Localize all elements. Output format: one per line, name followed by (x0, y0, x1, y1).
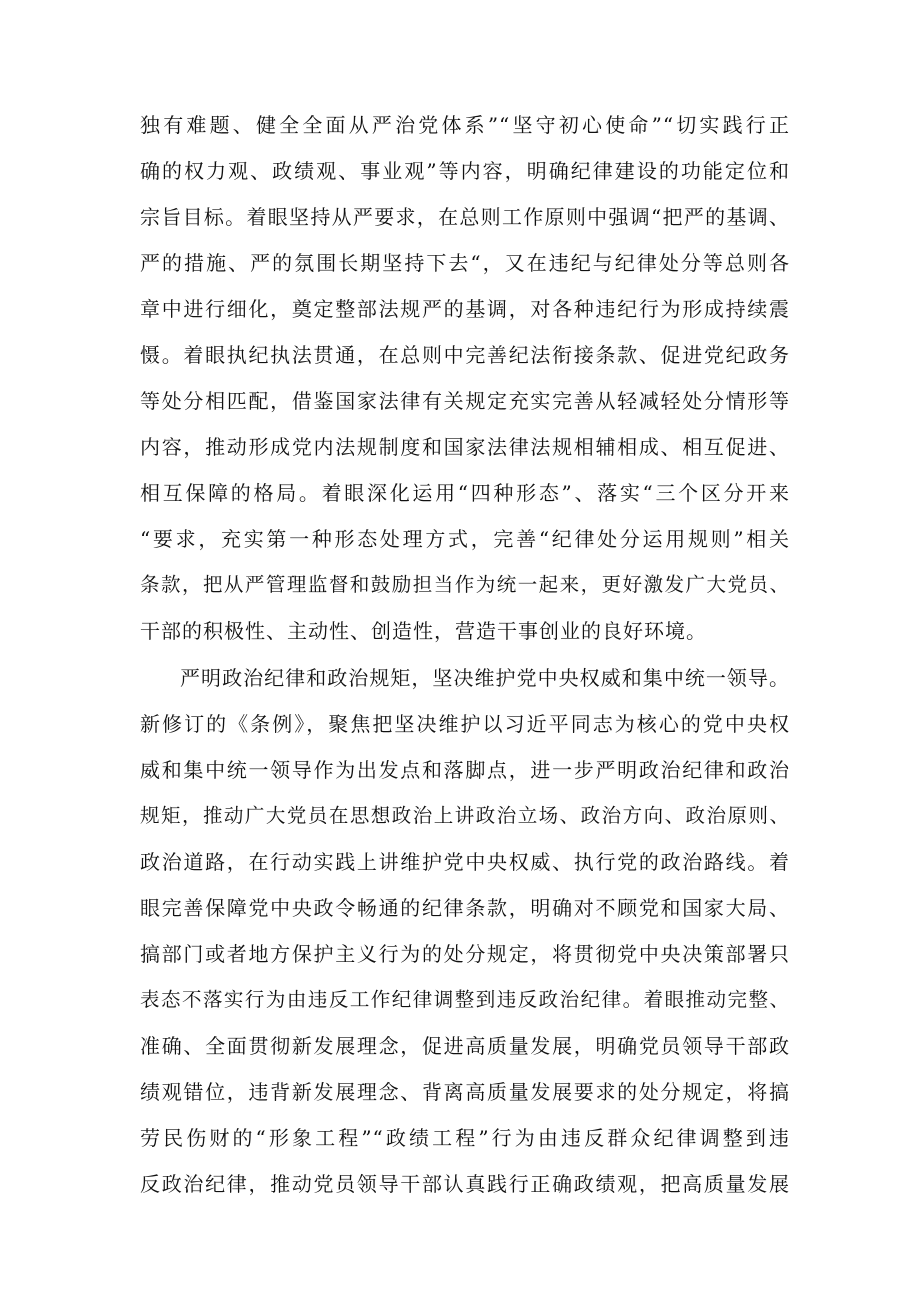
text-line: 反政治纪律，推动党员领导干部认真践行正确政绩观，把高质量发展 (140, 1172, 790, 1196)
text-line: 干部的积极性、主动性、创造性，营造干事创业的良好环境。 (140, 619, 707, 643)
text-line: 严的措施、严的氛围长期坚持下去“，又在违纪与纪律处分等总则各 (140, 251, 790, 275)
text-line: 搞部门或者地方保护主义行为的处分规定，将贯彻党中央决策部署只 (140, 942, 790, 966)
text-line-indented: 严明政治纪律和政治规矩，坚决维护党中央权威和集中统一领导。 (180, 666, 790, 690)
text-line: 政治道路，在行动实践上讲维护党中央权威、执行党的政治路线。着 (140, 850, 790, 874)
text-line: 准确、全面贯彻新发展理念，促进高质量发展，明确党员领导干部政 (140, 1034, 790, 1058)
paragraph-2 (140, 655, 790, 1207)
text-line: 确的权力观、政绩观、事业观”等内容，明确纪律建设的功能定位和 (140, 159, 790, 183)
text-line: 内容，推动形成党内法规制度和国家法律法规相辅相成、相互促进、 (140, 435, 790, 459)
text-line: 规矩，推动广大党员在思想政治上讲政治立场、政治方向、政治原则、 (140, 804, 790, 827)
text-line: 慑。着眼执纪执法贯通，在总则中完善纪法衔接条款、促进党纪政务 (140, 343, 790, 367)
text-line: “要求，充实第一种形态处理方式，完善“纪律处分运用规则”相关 (140, 527, 790, 551)
text-line: 威和集中统一领导作为出发点和落脚点，进一步严明政治纪律和政治 (140, 758, 790, 782)
text-line: 等处分相匹配，借鉴国家法律有关规定充实完善从轻减轻处分情形等 (140, 389, 790, 413)
text-line: 劳民伤财的“形象工程”“政绩工程”行为由违反群众纪律调整到违 (140, 1126, 790, 1150)
text-line: 独有难题、健全全面从严治党体系”“坚守初心使命”“切实践行正 (140, 113, 790, 137)
paragraph-1 (140, 102, 790, 654)
text-line: 表态不落实行为由违反工作纪律调整到违反政治纪律。着眼推动完整、 (140, 988, 790, 1011)
text-line: 条款，把从严管理监督和鼓励担当作为统一起来，更好激发广大党员、 (140, 573, 790, 596)
text-line: 宗旨目标。着眼坚持从严要求，在总则工作原则中强调“把严的基调、 (140, 205, 790, 229)
text-line: 新修订的《条例》，聚焦把坚决维护以习近平同志为核心的党中央权 (140, 712, 790, 736)
text-line: 眼完善保障党中央政令畅通的纪律条款，明确对不顾党和国家大局、 (140, 896, 790, 920)
text-line: 绩观错位，违背新发展理念、背离高质量发展要求的处分规定，将搞 (140, 1080, 790, 1104)
text-line: 章中进行细化，奠定整部法规严的基调，对各种违纪行为形成持续震 (140, 297, 790, 321)
text-line: 相互保障的格局。着眼深化运用“四种形态”、落实“三个区分开来 (140, 481, 790, 505)
